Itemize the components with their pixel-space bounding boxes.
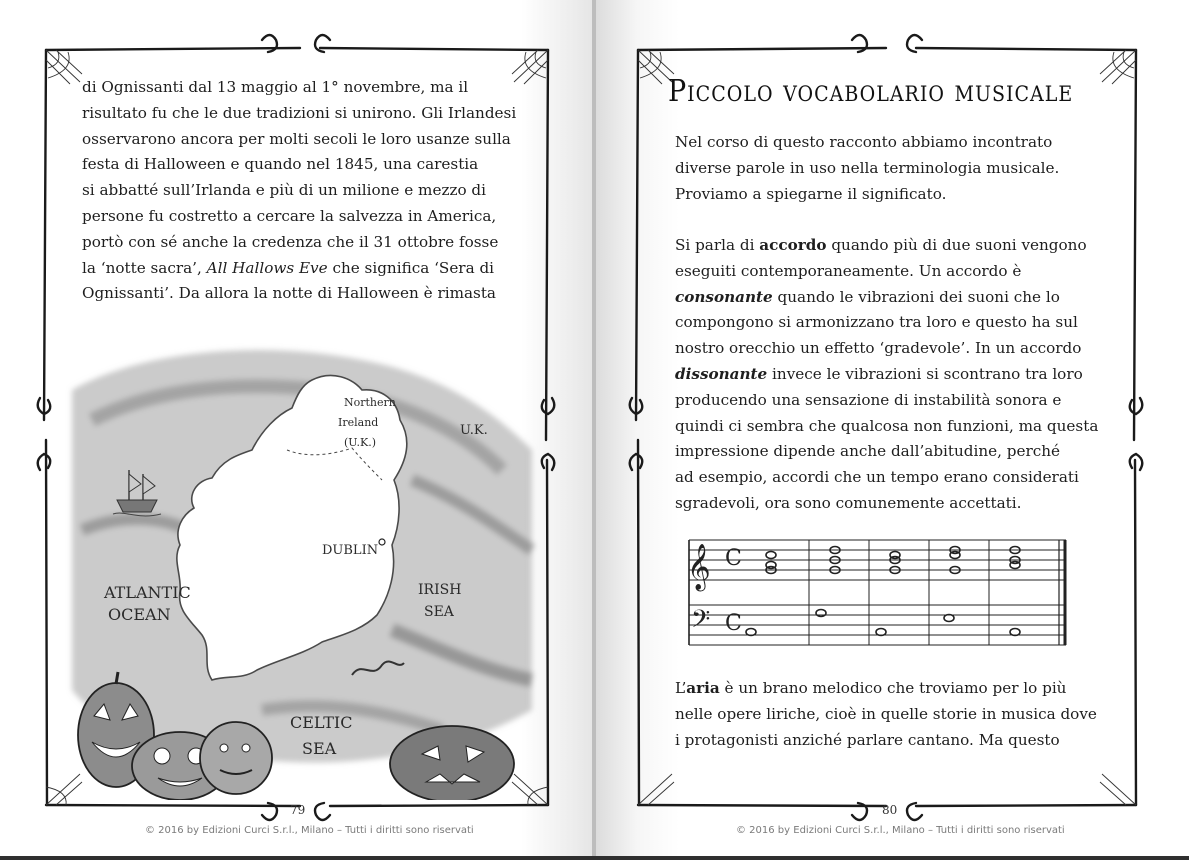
text-line: persone fu costretto a cercare la salvezza in America, <box>82 206 497 225</box>
italic-phrase: All Hallows Eve <box>206 258 328 277</box>
text-line <box>675 233 1115 259</box>
text-line: portò con sé anche la credenza che il 31 ottobre fosse <box>82 232 499 251</box>
text-line: compongono si armonizzano tra loro e questo ha sul <box>675 313 1078 332</box>
text-line: sgradevoli, ora sono comunemente accettati. <box>675 493 1022 512</box>
text-line: impressione dipende anche dall’abitudine, perché <box>675 442 1061 461</box>
text-span: che significa ‘Sera di <box>327 258 495 277</box>
text-span: invece le vibrazioni si scontrano tra loro <box>767 364 1083 383</box>
copyright-footer: © 2016 by Edizioni Curci S.r.l., Milano – Tutti i diritti sono riservati <box>736 825 1065 836</box>
treble-clef: 𝄞 <box>687 544 711 590</box>
text-line: Proviamo a spiegarne il significato. <box>675 184 947 203</box>
svg-text:OCEAN: OCEAN <box>108 605 171 624</box>
svg-text:SEA: SEA <box>424 604 454 620</box>
text-line: nelle opere liriche, cioè in quelle storie in musica dove <box>675 704 1097 723</box>
svg-text:ATLANTIC: ATLANTIC <box>104 583 191 602</box>
text-line: eseguiti contemporaneamente. Un accordo è <box>675 261 1022 280</box>
left-body-text <box>82 75 522 307</box>
left-page <box>0 0 592 856</box>
text-line: di Ognissanti dal 13 maggio al 1° novembre, ma il <box>82 78 469 96</box>
text-line: nostro orecchio un effetto ‘gradevole’. In un accordo <box>675 339 1082 358</box>
text-line <box>82 256 522 282</box>
text-line: festa di Halloween e quando nel 1845, una carestia <box>82 155 479 174</box>
text-line: risultato fu che le due tradizioni si unirono. Gli Irlandesi <box>82 103 517 122</box>
text-span: è un brano melodico che troviamo per lo più <box>719 679 1067 697</box>
text-line: si abbatté sull’Irlanda e più di un milione e mezzo di <box>82 181 487 200</box>
svg-text:IRISH: IRISH <box>418 582 462 598</box>
text-span: L’ <box>675 679 687 697</box>
text-line: producendo una sensazione di instabilità sonora e <box>675 390 1062 409</box>
ireland-map-illustration <box>62 330 542 800</box>
text-line: Ognissanti’. Da allora la notte di Halloween è rimasta <box>82 284 496 303</box>
screen-edge <box>0 856 1189 860</box>
text-span: la ‘notte sacra’, <box>82 258 207 277</box>
svg-text:Ireland: Ireland <box>338 416 379 429</box>
term-aria: aria <box>686 679 720 697</box>
text-line: osservarono ancora per molti secoli le loro usanze sulla <box>82 129 511 148</box>
text-span: Si parla di <box>675 236 760 254</box>
page-title: Piccolo vocabolario musicale <box>668 74 1074 109</box>
term-consonante: consonante <box>675 287 773 306</box>
term-dissonante: dissonante <box>675 364 768 383</box>
map-label-uk: U.K. <box>460 423 488 438</box>
text-line: i protagonisti anziché parlare cantano. Ma questo <box>675 730 1060 749</box>
text-span: quando le vibrazioni dei suoni che lo <box>772 287 1060 306</box>
text-line: Nel corso di questo racconto abbiamo incontrato <box>675 133 1053 151</box>
map-label-dublin: DUBLIN <box>322 543 379 558</box>
svg-text:SEA: SEA <box>302 739 337 758</box>
text-line: ad esempio, accordi che un tempo erano considerati <box>675 468 1079 487</box>
text-line <box>675 362 1115 388</box>
copyright-footer: © 2016 by Edizioni Curci S.r.l., Milano – Tutti i diritti sono riservati <box>145 825 474 836</box>
page-number: 79 <box>290 803 306 817</box>
intro-paragraph <box>675 130 1115 207</box>
right-page <box>596 0 1189 856</box>
svg-text:(U.K.): (U.K.) <box>344 436 377 449</box>
text-line <box>675 676 1115 702</box>
aria-paragraph <box>675 676 1115 753</box>
time-signature-treble: C <box>725 546 742 571</box>
text-line <box>675 285 1115 311</box>
term-accordo: accordo <box>759 236 827 254</box>
page-number: 80 <box>882 803 898 817</box>
svg-text:CELTIC: CELTIC <box>290 713 353 732</box>
text-line: quindi ci sembra che qualcosa non funzioni, ma questa <box>675 416 1099 435</box>
text-line: diverse parole in uso nella terminologia musicale. <box>675 158 1060 177</box>
bass-clef: 𝄢 <box>691 605 711 640</box>
music-score <box>681 530 1076 655</box>
svg-text:Northern: Northern <box>344 396 396 409</box>
accordo-paragraph <box>675 233 1115 517</box>
text-span: quando più di due suoni vengono <box>826 236 1087 254</box>
time-signature-bass: C <box>725 611 742 636</box>
